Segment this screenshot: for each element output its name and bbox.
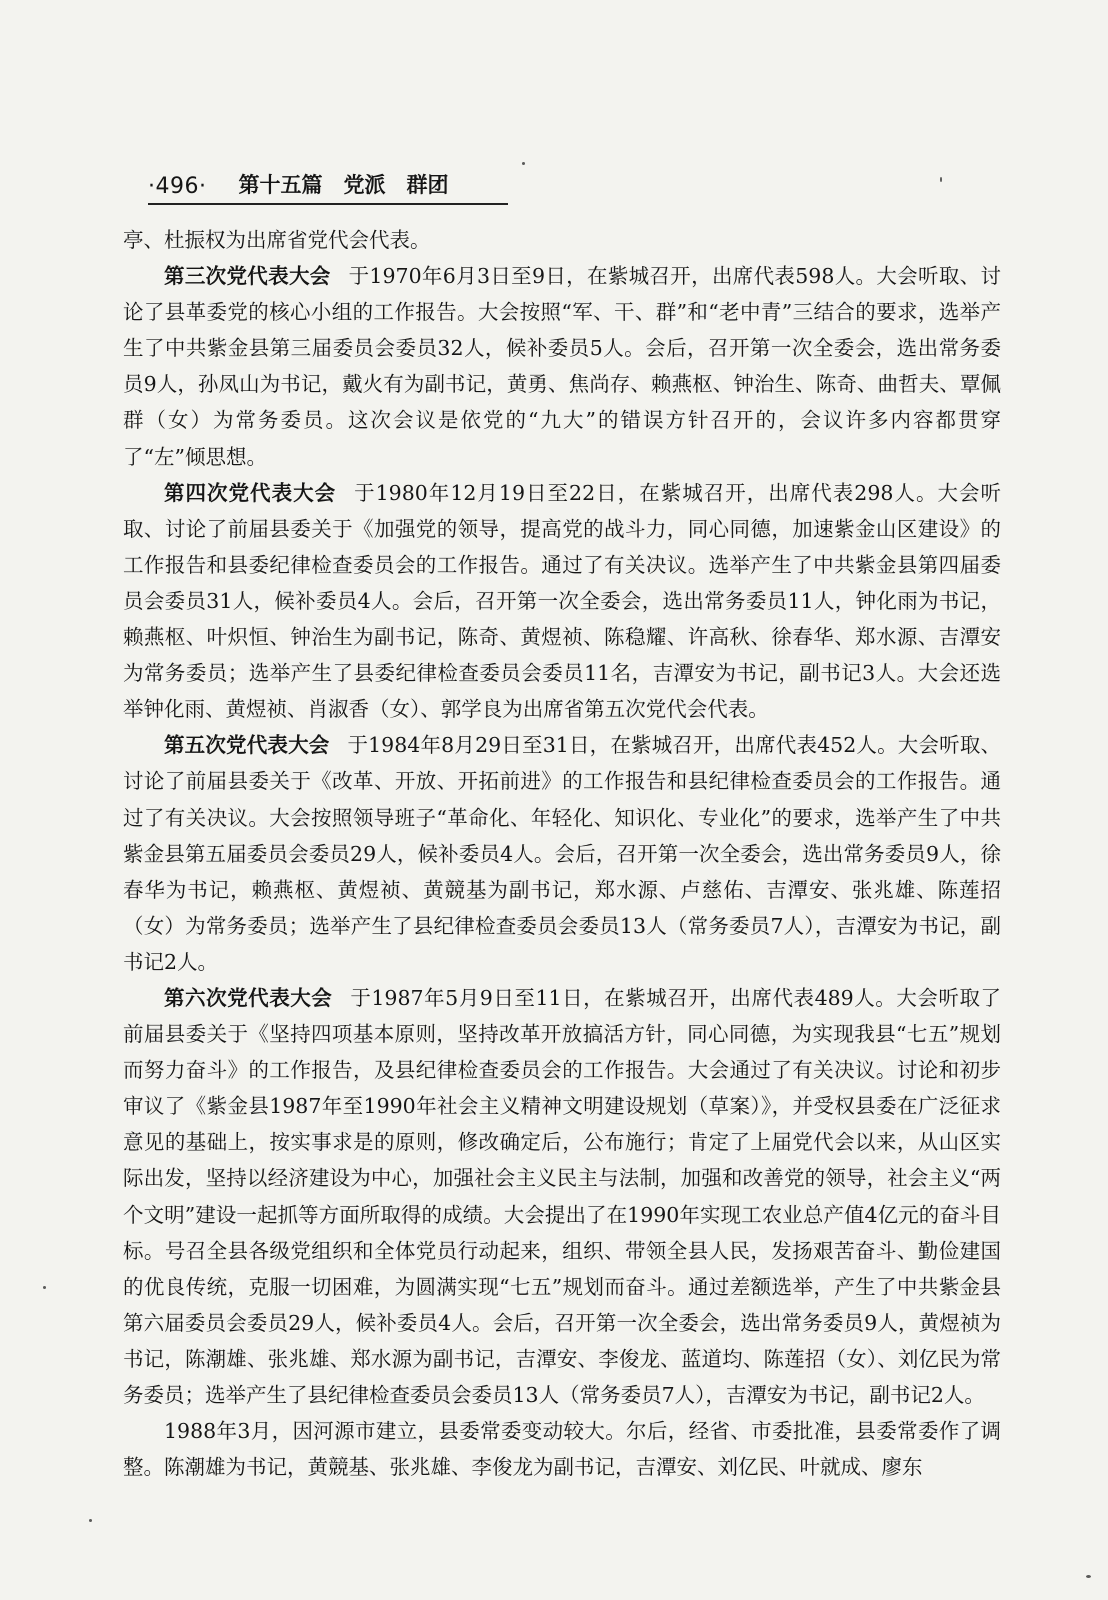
section-title: 第十五篇 党派 群团 xyxy=(238,173,449,197)
page-header xyxy=(148,163,508,205)
paragraph-text: 1988年3月，因河源市建立，县委常委变动较大。尔后，经省、市委批准，县委常委作了调整。陈潮雄为书记，黄競基、张兆雄、李俊龙为副书记，吉潭安、刘亿民、叶就成、廖东 xyxy=(123,1419,1001,1480)
paragraph-heading: 第六次党代表大会 xyxy=(164,985,333,1010)
paragraph-continuation xyxy=(123,222,1001,258)
paragraph-fifth-congress xyxy=(123,727,1001,980)
paragraph-text: 于1987年5月9日至11日，在紫城召开，出席代表489人。大会听取了前届县委关于《坚持四项基本原则，坚持改革开放搞活方针，同心同德，为实现我县“七五”规划而努力奋斗》的工作报告，及县纪律检查委员会的工作报告。大会通过了有关决议。讨论和初步审议了《紫金县1987年至1990年社会主义精神文明建设规划（草案）》，并受权县委在广泛征求意见的基础上，按实事求是的原则，修改确定后，公布施行；肯定了上届党代会以来，从山区实际出发，坚持以经济建设为中心，加强社会主义民主与法制，加强和改善党的领导，社会主义“两个文明”建设一起抓等方面所取得的成绩。大会提出了在1990年实现工农业总产值4亿元的奋斗目标。号召全县各级党组织和全体党员行动起来，组织、带领全县人民，发扬艰苦奋斗、勤俭建国的优良传统，克服一切困难，为圆满实现“七五”规划而奋斗。通过差额选举，产生了中共紫金县第六届委员会委员29人，候补委员4人。会后，召开第一次全委会，选出常务委员9人，黄煜祯为书记，陈潮雄、张兆雄、郑水源为副书记，吉潭安、李俊龙、蓝道均、陈莲招（女）、刘亿民为常务委员；选举产生了县纪律检查委员会委员13人（常务委员7人），吉潭安为书记，副书记2人。 xyxy=(123,985,1002,1407)
paragraph-heading: 第三次党代表大会 xyxy=(164,264,331,289)
paragraph-fourth-congress xyxy=(123,475,1001,728)
scan-dust-mark xyxy=(940,177,942,182)
paragraph-text: 于1970年6月3日至9日，在紫城召开，出席代表598人。大会听取、讨论了县革委党的核心小组的工作报告。大会按照“军、干、群”和“老中青”三结合的要求，选举产生了中共紫金县第三届委员会委员32人，候补委员5人。会后，召开第一次全委会，选出常务委员9人，孙凤山为书记，戴火有为副书记，黄勇、焦尚存、赖燕枢、钟治生、陈奇、曲哲夫、覃佩群（女）为常务委员。这次会议是依党的“九大”的错误方针召开的，会议许多内容都贯穿了“左”倾思想。 xyxy=(123,264,1001,469)
paragraph-sixth-congress xyxy=(123,980,1001,1413)
scan-dust-mark xyxy=(522,162,525,165)
scan-dust-mark xyxy=(1086,1575,1091,1578)
paragraph-heading: 第四次党代表大会 xyxy=(164,480,337,505)
paragraph-third-congress xyxy=(123,258,1001,475)
paragraph-text: 于1984年8月29日至31日，在紫城召开，出席代表452人。大会听取、讨论了前届县委关于《改革、开放、开拓前进》的工作报告和县纪律检查委员会的工作报告。通过了有关决议。大会按照领导班子“革命化、年轻化、知识化、专业化”的要求，选举产生了中共紫金县第五届委员会委员29人，候补委员4人。会后，召开第一次全委会，选出常务委员9人，徐春华为书记，赖燕枢、黄煜祯、黄競基为副书记，郑水源、卢慈佑、吉潭安、张兆雄、陈莲招（女）为常务委员；选举产生了县纪律检查委员会委员13人（常务委员7人），吉潭安为书记，副书记2人。 xyxy=(123,733,1002,974)
paragraph-text: 于1980年12月19日至22日，在紫城召开，出席代表298人。大会听取、讨论了前届县委关于《加强党的领导，提高党的战斗力，同心同德，加速紫金山区建设》的工作报告和县委纪律检查委员会的工作报告。通过了有关决议。选举产生了中共紫金县第四届委员会委员31人，候补委员4人。会后，召开第一次全委会，选出常务委员11人，钟化雨为书记，赖燕枢、叶炽恒、钟治生为副书记，陈奇、黄煜祯、陈稳耀、许高秋、徐春华、郑水源、吉潭安为常务委员；选举产生了县委纪律检查委员会委员11名，吉潭安为书记，副书记3人。大会还选举钟化雨、黄煜祯、肖淑香（女）、郭学良为出席省第五次党代会代表。 xyxy=(123,480,1001,722)
document-body xyxy=(123,222,1001,1485)
scan-dust-mark xyxy=(43,1286,46,1289)
paragraph-1988-adjustment xyxy=(123,1413,1001,1485)
paragraph-text: 亭、杜振权为出席省党代会代表。 xyxy=(123,228,431,252)
scan-dust-mark xyxy=(89,1519,92,1522)
paragraph-heading: 第五次党代表大会 xyxy=(164,733,330,758)
page-number: ·496· xyxy=(148,174,207,199)
